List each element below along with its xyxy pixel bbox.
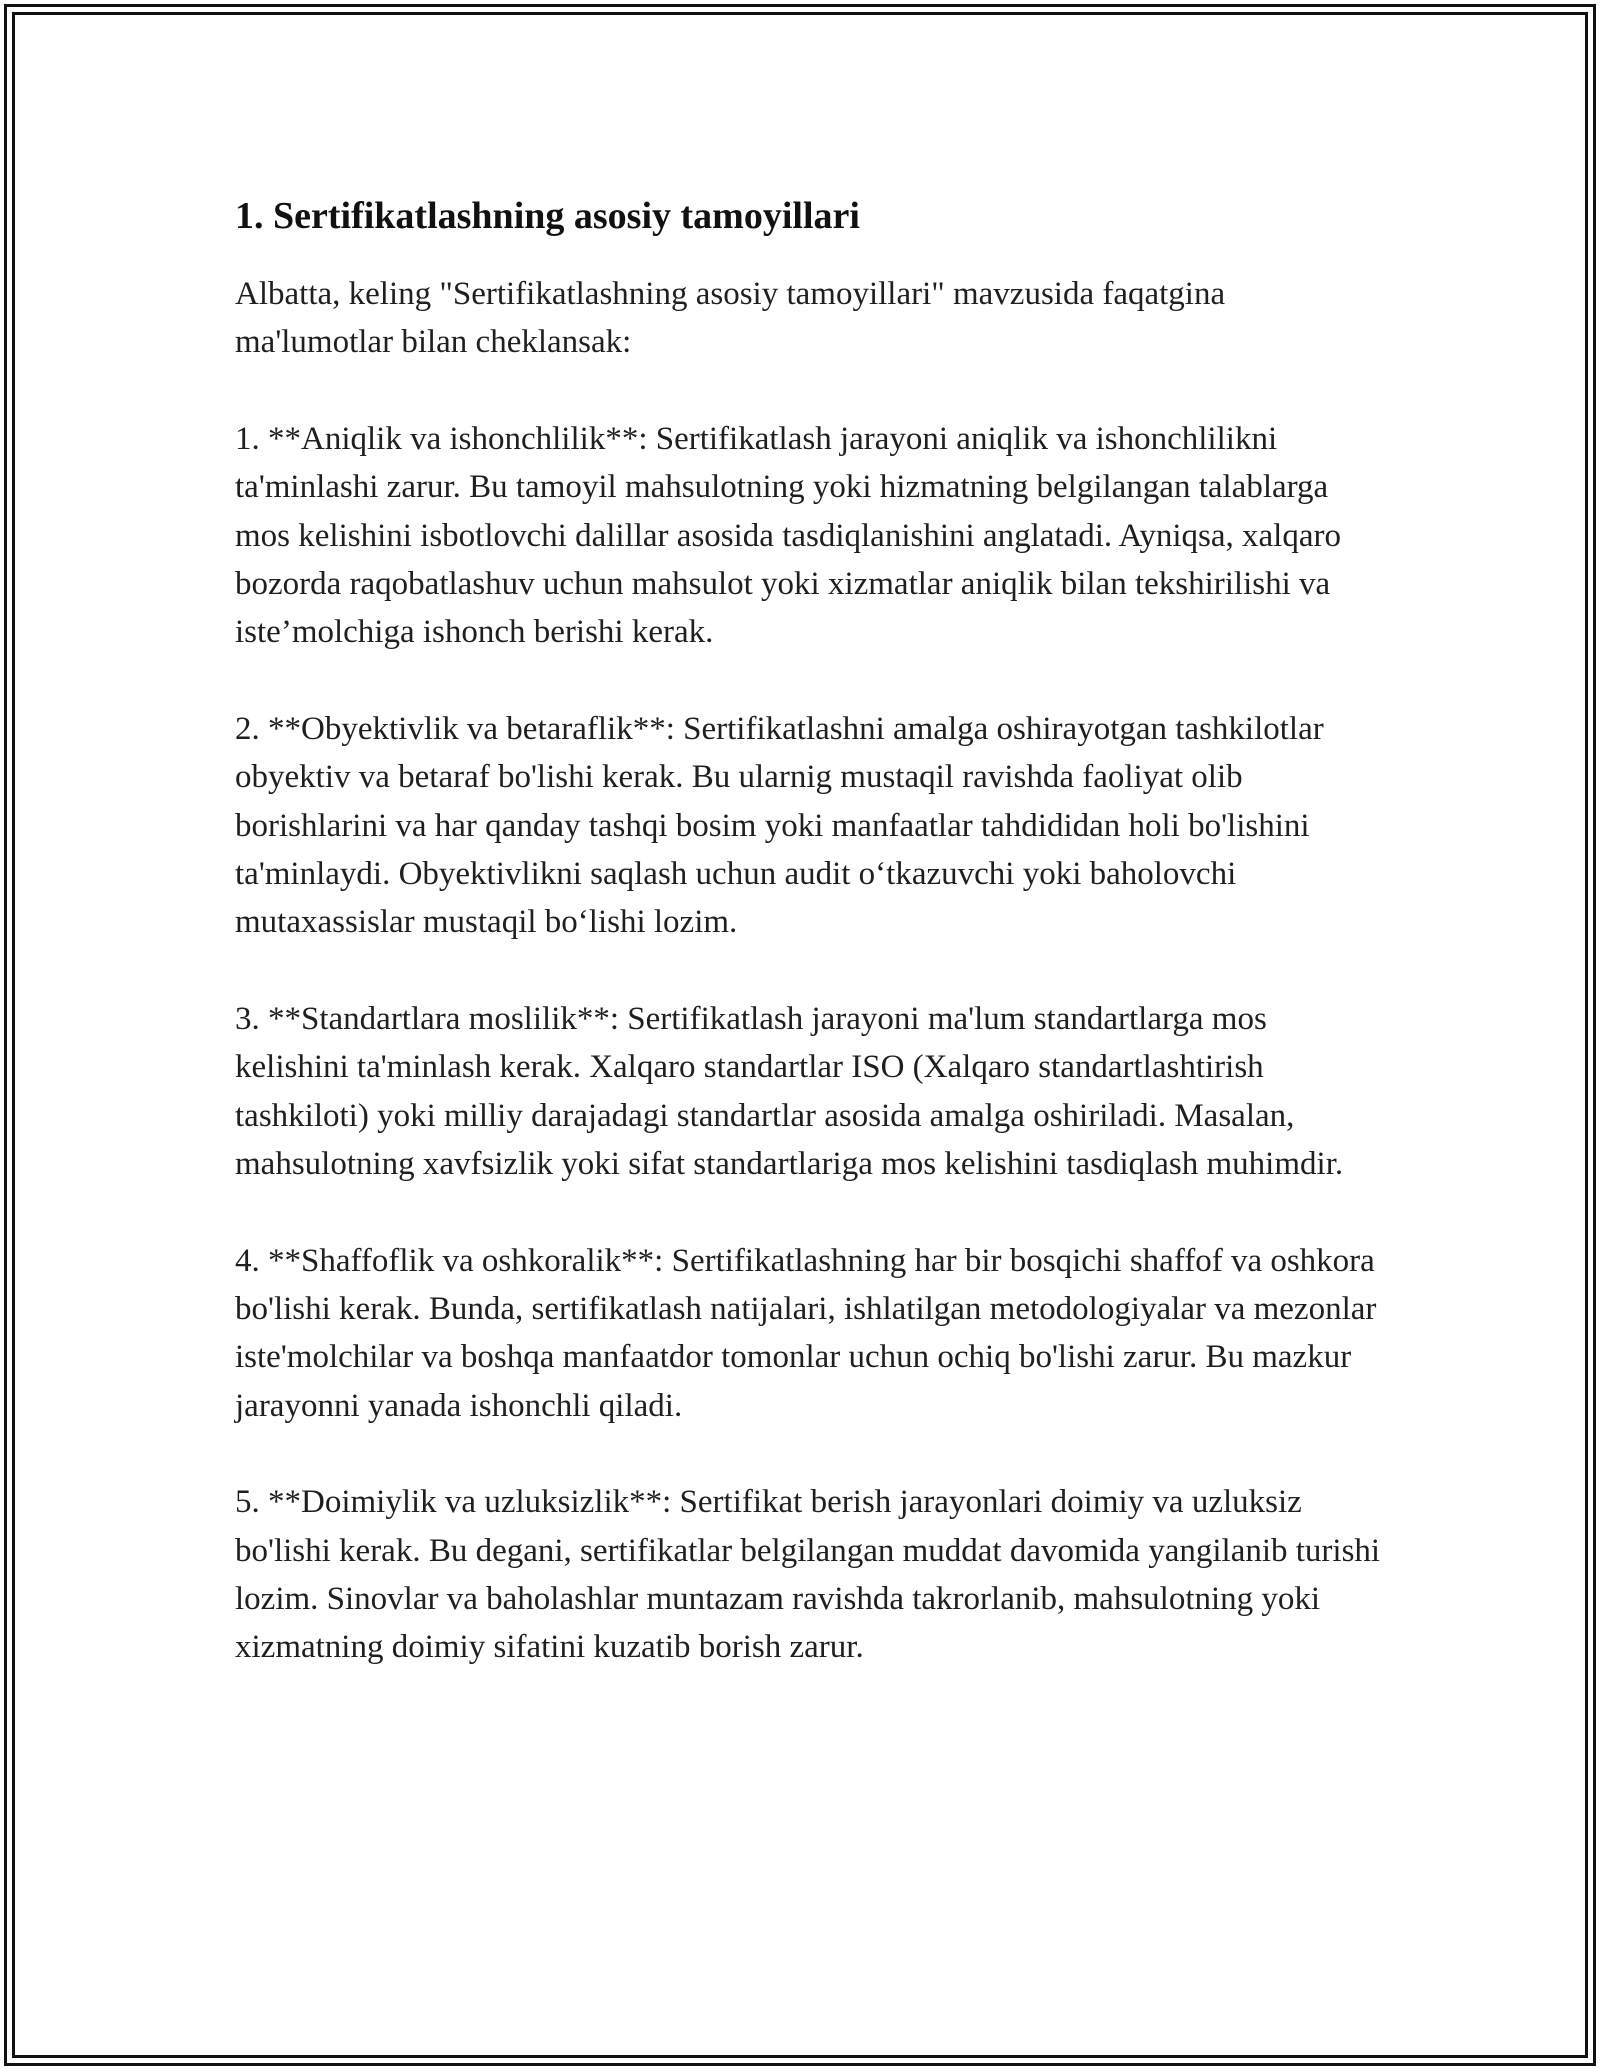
intro-paragraph: Albatta, keling "Sertifikatlashning asosiy tamoyillari" mavzusida faqatgina ma'lumotlar bilan cheklansak: [235,276,1226,361]
principle-paragraph-4: 4. **Shaffoflik va oshkoralik**: Sertifikatlashning har bir bosqichi shaffof va oshkora bo'lishi kerak. Bunda, sertifikatlash natijalari, ishlatilgan metodologiyalar va mezonlar iste'molchilar va boshqa manfaatdor tomonlar uchun ochiq bo'lishi zarur. Bu mazkur jarayonni yanada ishonchli qiladi. [235,1242,1377,1424]
principle-paragraph-5: 5. **Doimiylik va uzluksizlik**: Sertifikat berish jarayonlari doimiy va uzluksiz bo'lishi kerak. Bu degani, sertifikatlar belgilangan muddat davomida yangilanib turishi lozim. Sinovlar va baholashlar muntazam ravishda takrorlanib, mahsulotning yoki xizmatning doimiy sifatini kuzatib borish zarur. [235,1484,1381,1666]
principle-paragraph-3: 3. **Standartlara moslilik**: Sertifikatlash jarayoni ma'lum standartlarga mos kelishini ta'minlash kerak. Xalqaro standartlar ISO (Xalqaro standartlashtirish tashkiloti) yoki milliy darajadagi standartlar asosida amalga oshiriladi. Masalan, mahsulotning xavfsizlik yoki sifat standartlariga mos kelishini tasdiqlash muhimdir. [235,1000,1344,1183]
document-title: 1. Sertifikatlashning asosiy tamoyillari [235,195,860,237]
principle-paragraph-1: 1. **Aniqlik va ishonchlilik**: Sertifikatlash jarayoni aniqlik va ishonchlilikni ta'minlashi zarur. Bu tamoyil mahsulotning yoki hizmatning belgilangan talablarga mos kelishini isbotlovchi dalillar asosida tasdiqlanishini anglatadi. Ayniqsa, xalqaro bozorda raqobatlashuv uchun mahsulot yoki xizmatlar aniqlik bilan tekshirilishi va iste’molchiga ishonch berishi kerak. [235,420,1341,651]
document-body [235,186,1385,1720]
principle-paragraph-2: 2. **Obyektivlik va betaraflik**: Sertifikatlashni amalga oshirayotgan tashkilotlar obyektiv va betaraf bo'lishi kerak. Bu ularnig mustaqil ravishda faoliyat olib borishlarini va har qanday tashqi bosim yoki manfaatlar tahdididan holi bo'lishini ta'minlaydi. Obyektivlikni saqlash uchun audit o‘tkazuvchi yoki baholovchi mutaxassislar mustaqil bo‘lishi lozim. [235,710,1324,941]
